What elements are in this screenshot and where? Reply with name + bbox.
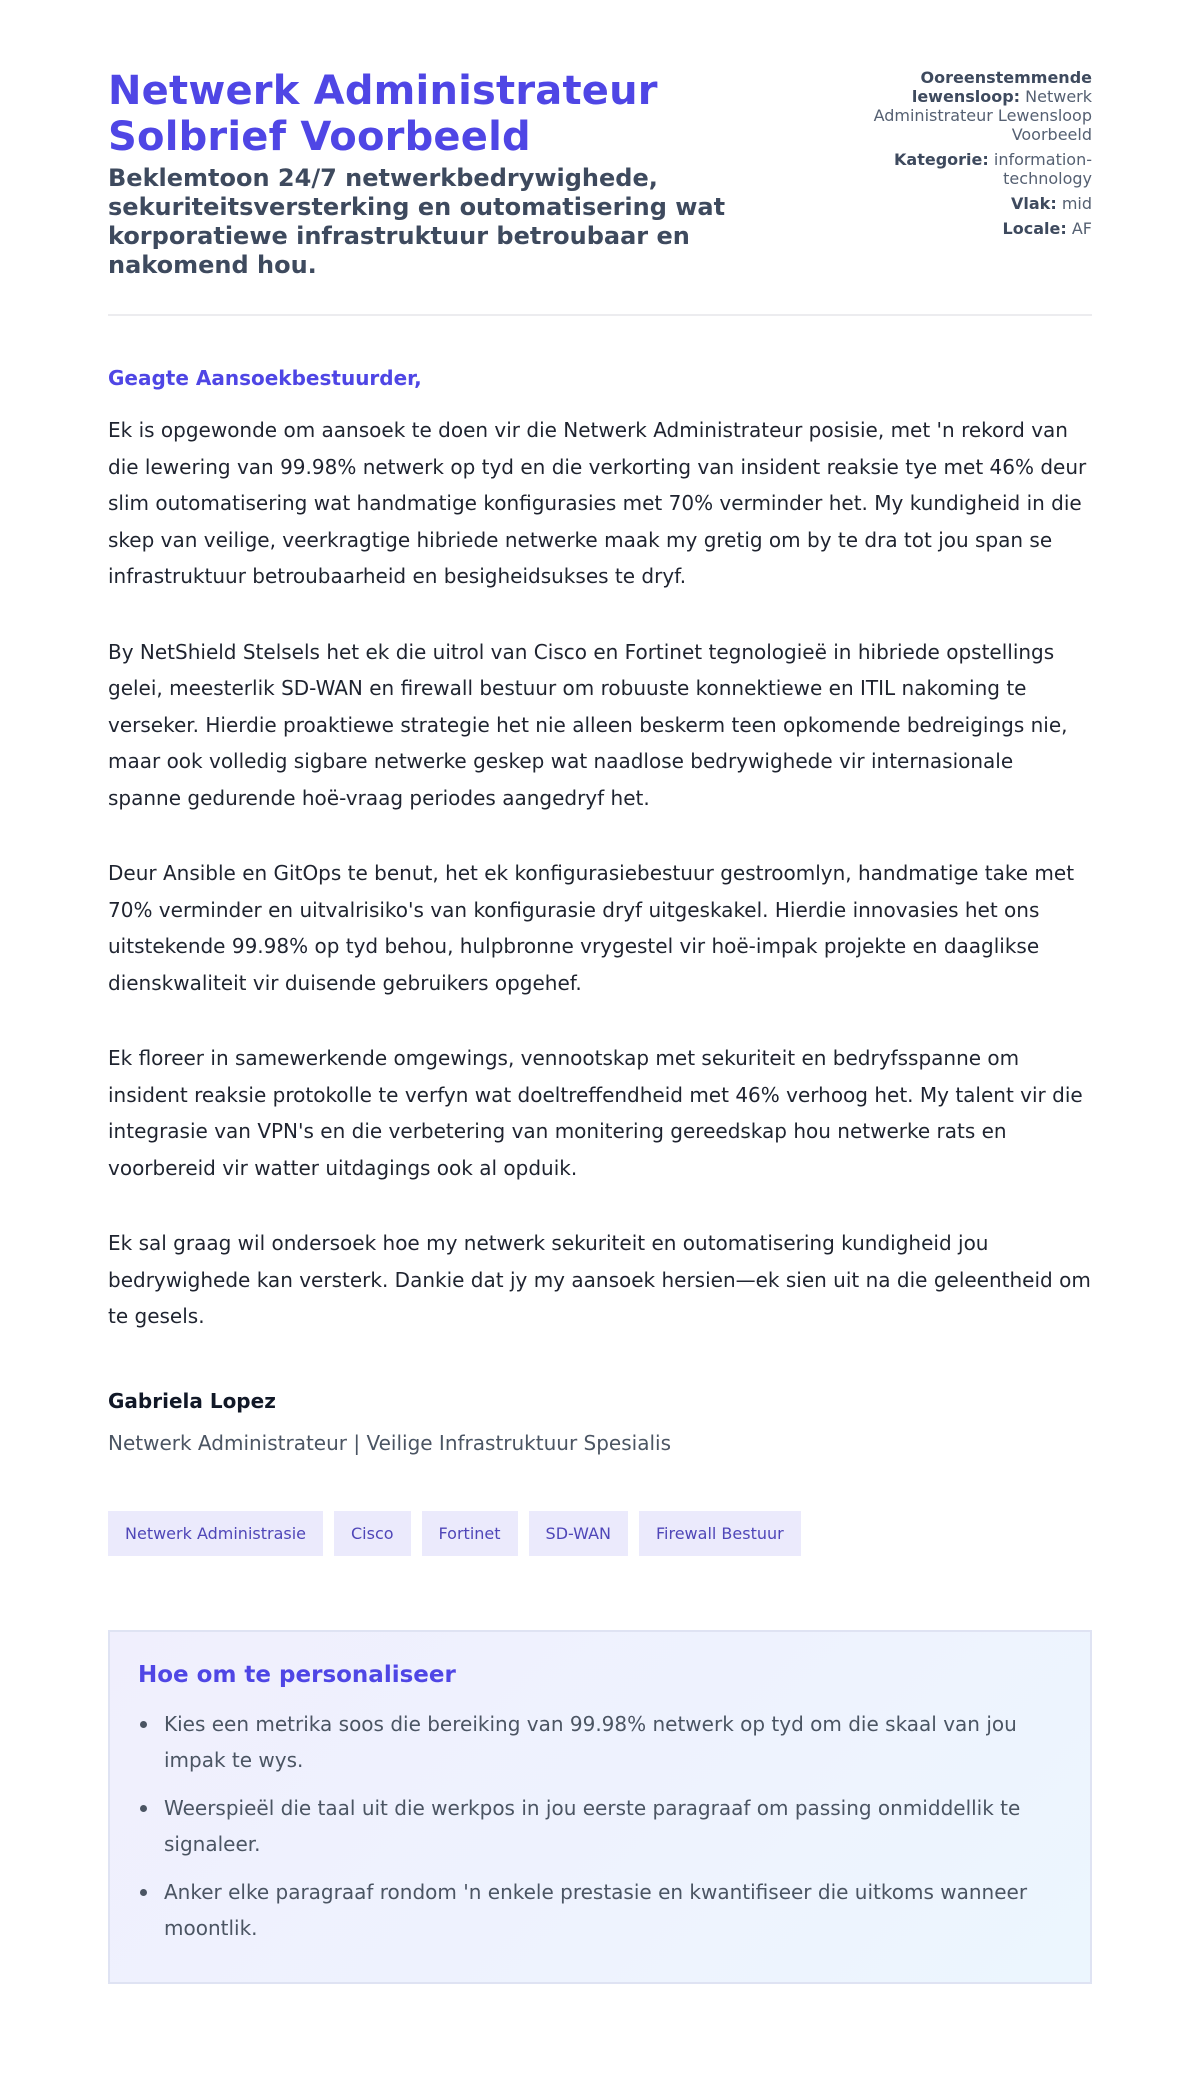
salutation: Geagte Aansoekbestuurder, xyxy=(108,366,422,390)
meta-value: information-technology xyxy=(993,150,1092,188)
meta-label: Locale: xyxy=(1002,219,1067,238)
page-header xyxy=(108,68,1092,316)
skill-tag: SD-WAN xyxy=(529,1511,628,1556)
skill-tag: Firewall Bestuur xyxy=(639,1511,801,1556)
letter-paragraph: By NetShield Stelsels het ek die uitrol van Cisco en Fortinet tegnologieë in hibriede opstellings gelei, meesterlik SD-WAN en firewall bestuur om robuuste konnektiewe en ITIL nakoming te verseker. Hierdie proaktiewe strategie het nie alleen beskerm teen opkomende bedreigings nie, maar ook volledig sigbare netwerke geskep wat naadlose bedrywighede vir internasionale spanne gedurende hoë-vraag periodes aangedryf het. xyxy=(108,639,1068,810)
signature-name: Gabriela Lopez xyxy=(108,1388,276,1413)
meta-matching-resume xyxy=(822,68,1092,144)
letter-paragraph: Ek sal graag wil ondersoek hoe my netwerk sekuriteit en outomatisering kundigheid jou bedrywighede kan versterk. Dankie dat jy my aansoek hersien—ek sien uit na die geleentheid om te gesels. xyxy=(108,1231,1091,1328)
tips-title: Hoe om te personaliseer xyxy=(138,1661,456,1688)
meta-label: Ooreenstemmende lewensloop: xyxy=(911,68,1092,106)
meta-value: AF xyxy=(1071,219,1092,238)
tips-item-text: Anker elke paragraaf rondom 'n enkele prestasie en kwantifiseer die uitkoms wanneer moontlik. xyxy=(164,1879,1028,1940)
meta-info xyxy=(822,68,1092,244)
tips-list xyxy=(138,1706,1060,1946)
skill-tags xyxy=(108,1511,1092,1556)
tips-item xyxy=(138,1706,1060,1778)
letter-paragraph: Deur Ansible en GitOps te benut, het ek konfigurasiebestuur gestroomlyn, handmatige take met 70% verminder en uitvalrisiko's van konfigurasie dryf uitgeskakel. Hierdie innovasies het ons uitstekende 99.98% op tyd behou, hulpbronne vrygestel vir hoë-impak projekte en daaglikse dienskwaliteit vir duisende gebruikers opgehef. xyxy=(108,861,1075,995)
bullet-icon xyxy=(140,1889,147,1896)
page-title: Netwerk Administrateur Solbrief Voorbeeld xyxy=(108,68,658,160)
tips-item xyxy=(138,1874,1060,1946)
personalization-tips-box xyxy=(108,1630,1092,1984)
page-subtitle: Beklemtoon 24/7 netwerkbedrywighede, sekuriteitsversterking en outomatisering wat korporatiewe infrastruktuur betroubaar en nakomend hou. xyxy=(108,164,726,279)
tips-item-text: Kies een metrika soos die bereiking van 99.98% netwerk op tyd om die skaal van jou impak te wys. xyxy=(164,1711,1017,1772)
letter-paragraph: Ek is opgewonde om aansoek te doen vir die Netwerk Administrateur posisie, met 'n rekord van die lewering van 99.98% netwerk op tyd en die verkorting van insident reaksie tye met 46% deur slim outomatisering wat handmatige konfigurasies met 70% verminder het. My kundigheid in die skep van veilige, veerkragtige hibriede netwerke maak my gretig om by te dra tot jou span se infrastruktuur betroubaarheid en besigheidsukses te dryf. xyxy=(108,418,1087,588)
skill-tag: Fortinet xyxy=(422,1511,518,1556)
skill-tag: Netwerk Administrasie xyxy=(108,1511,323,1556)
meta-locale xyxy=(822,219,1092,238)
meta-level xyxy=(822,194,1092,213)
title-block xyxy=(108,68,788,280)
meta-label: Kategorie: xyxy=(894,150,989,169)
bullet-icon xyxy=(140,1721,147,1728)
bullet-icon xyxy=(140,1805,147,1812)
meta-category xyxy=(822,150,1092,188)
tips-item xyxy=(138,1790,1060,1862)
letter-body xyxy=(108,412,1092,1335)
meta-label: Vlak: xyxy=(1011,194,1057,213)
meta-value: mid xyxy=(1061,194,1092,213)
meta-value: Netwerk Administrateur Lewensloop Voorbeeld xyxy=(873,87,1092,144)
letter-paragraph: Ek floreer in samewerkende omgewings, vennootskap met sekuriteit en bedryfsspanne om insident reaksie protokolle te verfyn wat doeltreffendheid met 46% verhoog het. My talent vir die integrasie van VPN's en die verbetering van monitering gereedskap hou netwerke rats en voorbereid vir watter uitdagings ook al opduik. xyxy=(108,1046,1083,1180)
signature-role: Netwerk Administrateur | Veilige Infrastruktuur Spesialis xyxy=(108,1430,671,1455)
tips-item-text: Weerspieël die taal uit die werkpos in jou eerste paragraaf om passing onmiddellik te signaleer. xyxy=(164,1795,1021,1856)
signature xyxy=(108,1389,1092,1455)
skill-tag: Cisco xyxy=(334,1511,411,1556)
